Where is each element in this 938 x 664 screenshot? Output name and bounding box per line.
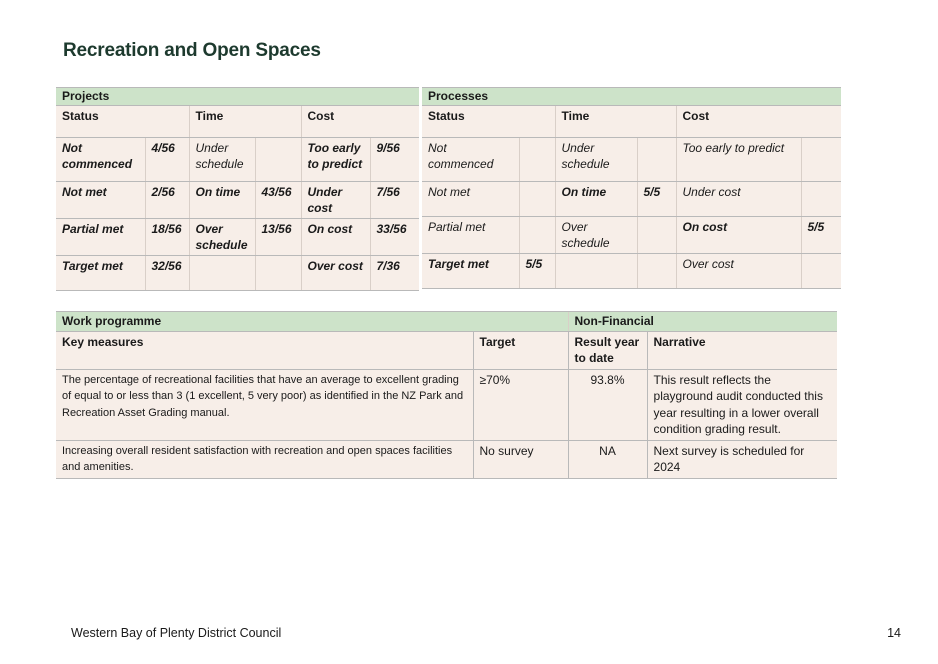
status-count <box>519 138 555 182</box>
processes-table <box>422 87 841 289</box>
col-header-cost: Cost <box>301 106 419 138</box>
cost-count: 9/56 <box>370 138 419 182</box>
status-count <box>519 217 555 254</box>
page-number: 14 <box>887 626 901 640</box>
table-row <box>422 217 841 254</box>
time-count: 13/56 <box>255 219 301 256</box>
projects-section-header: Projects <box>56 88 419 106</box>
cost-count: 5/5 <box>801 217 841 254</box>
time-count <box>637 217 676 254</box>
time-label <box>555 254 637 289</box>
result-value: NA <box>568 440 647 478</box>
table-row <box>56 369 837 440</box>
table-row <box>56 256 419 291</box>
status-label: Partial met <box>56 219 145 256</box>
col-header-time: Time <box>555 106 676 138</box>
time-count <box>255 256 301 291</box>
cost-count <box>801 182 841 217</box>
table-row <box>422 138 841 182</box>
cost-count: 7/56 <box>370 182 419 219</box>
status-label: Not commenced <box>422 138 519 182</box>
status-label: Not commenced <box>56 138 145 182</box>
processes-section-header: Processes <box>422 88 841 106</box>
result-value: 93.8% <box>568 369 647 440</box>
cost-label: Under cost <box>301 182 370 219</box>
col-header-status: Status <box>422 106 555 138</box>
status-label: Not met <box>56 182 145 219</box>
table-row <box>56 138 419 182</box>
status-label: Target met <box>422 254 519 289</box>
status-count: 32/56 <box>145 256 189 291</box>
time-label: Over schedule <box>555 217 637 254</box>
table-row <box>422 254 841 289</box>
cost-label: Over cost <box>301 256 370 291</box>
status-label: Partial met <box>422 217 519 254</box>
cost-label: Over cost <box>676 254 801 289</box>
status-count: 5/5 <box>519 254 555 289</box>
measure-text: Increasing overall resident satisfaction with recreation and open spaces facilities and amenities. <box>56 440 473 478</box>
projects-table <box>56 87 419 291</box>
time-label: Under schedule <box>555 138 637 182</box>
col-header-result: Result year to date <box>568 331 647 369</box>
page-title: Recreation and Open Spaces <box>63 40 321 61</box>
col-header-status: Status <box>56 106 189 138</box>
narrative-text: Next survey is scheduled for 2024 <box>647 440 837 478</box>
target-value: No survey <box>473 440 568 478</box>
time-count <box>637 254 676 289</box>
col-header-time: Time <box>189 106 301 138</box>
non-financial-section-header: Non-Financial <box>568 312 837 332</box>
measure-text: The percentage of recreational facilities that have an average to excellent grading of equal to or less than 3 (1 excellent, 5 very poor) as identified in the NZ Park and Recreation Asset Grading manual. <box>56 369 473 440</box>
status-count: 2/56 <box>145 182 189 219</box>
table-row <box>56 440 837 478</box>
col-header-target: Target <box>473 331 568 369</box>
footer-organisation: Western Bay of Plenty District Council <box>71 626 282 640</box>
cost-count <box>801 138 841 182</box>
cost-count <box>801 254 841 289</box>
work-programme-section-header: Work programme <box>56 312 568 332</box>
col-header-cost: Cost <box>676 106 841 138</box>
col-header-narrative: Narrative <box>647 331 837 369</box>
time-label: On time <box>555 182 637 217</box>
table-row <box>422 182 841 217</box>
col-header-key-measures: Key measures <box>56 331 473 369</box>
cost-count: 7/36 <box>370 256 419 291</box>
status-count: 18/56 <box>145 219 189 256</box>
time-label <box>189 256 255 291</box>
time-count: 5/5 <box>637 182 676 217</box>
cost-label: Under cost <box>676 182 801 217</box>
time-count <box>255 138 301 182</box>
time-label: On time <box>189 182 255 219</box>
status-count: 4/56 <box>145 138 189 182</box>
target-value: ≥70% <box>473 369 568 440</box>
cost-label: Too early to predict <box>301 138 370 182</box>
time-count <box>637 138 676 182</box>
work-programme-table <box>56 311 837 479</box>
time-label: Under schedule <box>189 138 255 182</box>
cost-label: Too early to predict <box>676 138 801 182</box>
cost-label: On cost <box>301 219 370 256</box>
table-row <box>56 219 419 256</box>
time-label: Over schedule <box>189 219 255 256</box>
time-count: 43/56 <box>255 182 301 219</box>
narrative-text: This result reflects the playground audit conducted this year resulting in a lower overall condition grading result. <box>647 369 837 440</box>
table-row <box>56 182 419 219</box>
cost-label: On cost <box>676 217 801 254</box>
status-count <box>519 182 555 217</box>
status-label: Target met <box>56 256 145 291</box>
status-label: Not met <box>422 182 519 217</box>
cost-count: 33/56 <box>370 219 419 256</box>
